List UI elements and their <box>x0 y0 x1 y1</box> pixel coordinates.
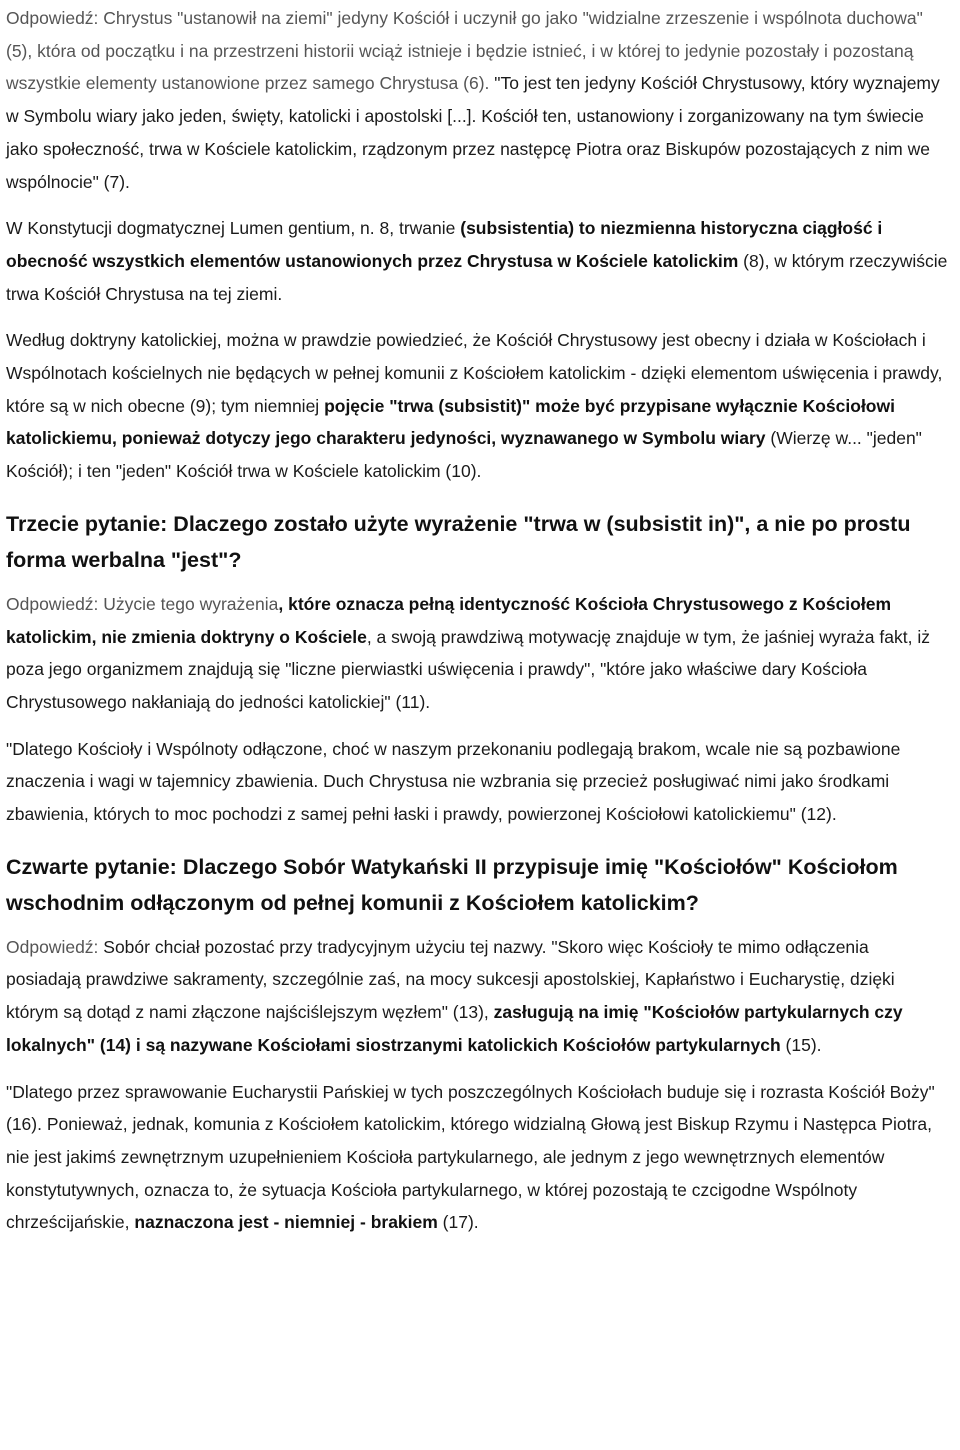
paragraph-quote-churches: "Dlatego Kościoły i Wspólnoty odłączone, choć w naszym przekonaniu podlegają brakom, wcale nie są pozbawione znaczenia i wagi w tajemnicy zbawienia. Duch Chrystusa nie wzbrania się przecież posługiwać nimi jako środkami zbawienia, których to moc pochodzi z samej pełni łaski i prawdy, powierzonej Kościołowi katolickiemu" (12). <box>6 738 901 825</box>
bold-run: naznaczona jest - niemniej - brakiem <box>134 1212 438 1233</box>
paragraph-lumen-gentium <box>6 212 948 310</box>
bold-run: , które oznacza pełną identyczność Kościoła Chrystusowego z Kościołem katolickim, nie zmienia doktryny o Kościele <box>6 593 892 647</box>
text-run: Sobór chciał pozostać przy tradycyjnym użyciu tej nazwy. "Skoro więc Kościoły te mimo odłączenia posiadają prawdziwe sakramenty, szczególnie zaś, na mocy sukcesji apostolskiej, Kapłaństwo i Eucharystię, dzięki którym są dotąd z nami złączone najściślejszym węzłem" (13), <box>6 936 895 1023</box>
question-4-heading: Czwarte pytanie: Dlaczego Sobór Watykański II przypisuje imię "Kościołów" Kościołom wschodnim odłączonym od pełnej komunii z Kościołem katolickim? <box>6 854 898 915</box>
document-page <box>0 2 960 1450</box>
question-3-heading: Trzecie pytanie: Dlaczego zostało użyte wyrażenie "trwa w (subsistit in)", a nie po prostu forma werbalna "jest"? <box>6 511 911 572</box>
text-run: , a swoją prawdziwą motywację znajduje w tym, że jaśniej wyraża fakt, iż poza jego organizmem znajdują się "liczne pierwiastki uświęcenia i prawdy", "które jako właściwe dary Kościoła Chrystusowego nakłaniają do jedności katolickiej" (11). <box>6 626 930 712</box>
bold-run: zasługują na imię "Kościołów partykularnych czy lokalnych" (14) i są nazywane Kościołami siostrzanymi katolickich Kościołów partykularnych <box>6 1002 903 1055</box>
answer-label: Odpowiedź: <box>6 8 104 28</box>
paragraph-answer-3 <box>6 588 948 719</box>
bold-run: (subsistentia) to niezmienna historyczna ciągłość i obecność wszystkich elementów ustanowionych przez Chrystusa w Kościele katolickim <box>6 218 883 271</box>
paragraph-doctrine <box>6 324 948 488</box>
answer-label: Odpowiedź: Użycie tego wyrażenia <box>6 593 279 614</box>
answer-label: Odpowiedź: <box>6 936 104 957</box>
text-run: (Wierzę w... "jeden" Kościół); i ten "jeden" Kościół trwa w Kościele katolickim (10). <box>6 428 922 482</box>
paragraph-eucharist <box>6 1076 948 1240</box>
bold-run: pojęcie "trwa (subsistit)" może być przypisane wyłącznie Kościołowi katolickiemu, ponieważ dotyczy jego charakteru jedyności, wyznawanego w Symbolu wiary <box>6 395 895 449</box>
text-run: W Konstytucji dogmatycznej Lumen gentium, n. 8, trwanie <box>6 218 461 239</box>
text-run: Według doktryny katolickiej, można w prawdzie powiedzieć, że Kościół Chrystusowy jest obecny i działa w Kościołach i Wspólnotach kościelnych nie będących w pełnej komunii z Kościołem katolickim - dzięki elementom uświęcenia i prawdy, które są w nich obecne (9); tym niemniej <box>6 330 943 416</box>
text-run: (17). <box>437 1212 479 1233</box>
text-run: "Dlatego przez sprawowanie Eucharystii Pańskiej w tych poszczególnych Kościołach buduje się i rozrasta Kościół Boży" (16). Ponieważ, jednak, komunia z Kościołem katolickim, którego widzialną Głową jest Biskup Rzymu i Następca Piotra, nie jest jakimś zewnętrznym uzupełnieniem Kościoła partykularnego, ale jednym z jego wewnętrznych elementów konstytutywnych, oznacza to, że sytuacja Kościoła partykularnego, w której pozostają te czcigodne Wspólnoty chrześcijańskie, <box>6 1081 935 1233</box>
text-run: (8), w którym rzeczywiście trwa Kościół Chrystusa na tej ziemi. <box>6 250 948 304</box>
text-run: (15). <box>780 1034 822 1055</box>
paragraph-answer-4 <box>6 931 948 1062</box>
paragraph-answer-2 <box>6 2 948 198</box>
quote-text: "To jest ten jedyny Kościół Chrystusowy, który wyznajemy w Symbolu wiary jako jeden, święty, katolicki i apostolski [...]. Kościół ten, ustanowiony i zorganizowany na tym świecie jako społeczność, trwa w Kościele katolickim, rządzonym przez następcę Piotra oraz Biskupów pozostających z nim we wspólnocie" (7). <box>6 73 940 192</box>
answer-text: Chrystus "ustanowił na ziemi" jedyny Kościół i uczynił go jako "widzialne zrzeszenie i wspólnota duchowa" (5), która od początku i na przestrzeni historii wciąż istnieje i będzie istnieć, i w której to jedynie pozostały i pozostaną wszystkie elementy ustanowione przez samego Chrystusa (6). <box>6 8 923 94</box>
